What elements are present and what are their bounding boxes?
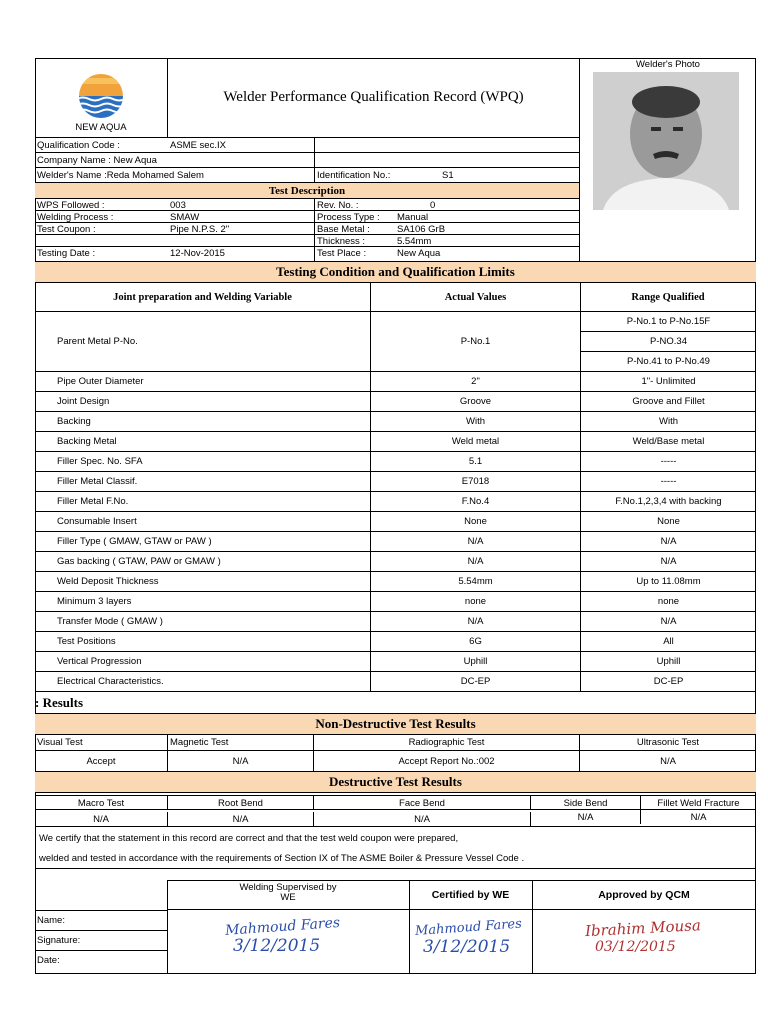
signature-approver: Ibrahim Mousa 03/12/2015 — [584, 916, 702, 955]
place-label: Test Place : — [317, 247, 367, 259]
table-row: Gas backing ( GTAW, PAW or GMAW ) N/A N/A — [35, 552, 756, 572]
signoff-block — [35, 878, 756, 974]
col-range-qualified: Range Qualified — [631, 291, 705, 303]
ndt-values: Accept N/A Accept Report No.:002 N/A — [35, 751, 756, 772]
page-title: Welder Performance Qualification Record (WPQ) — [168, 58, 580, 138]
info-row-welder — [35, 168, 580, 183]
certify-line-2: welded and tested in accordance with the requirements of Section IX of The ASME Boiler & Pressure Vessel Code . — [39, 852, 525, 864]
table-row: Backing With With — [35, 412, 756, 432]
conditions-col-header — [35, 283, 756, 312]
table-row: Filler Type ( GMAW, GTAW or PAW ) N/A N/A — [35, 532, 756, 552]
identification-value: S1 — [442, 169, 454, 181]
welder-photo — [593, 72, 739, 210]
coupon-value: Pipe N.P.S. 2" — [170, 223, 230, 235]
table-row: Pipe Outer Diameter 2" 1"- Unlimited — [35, 372, 756, 392]
date-label: Date: — [37, 954, 60, 966]
certified-by-header: Certified by WE — [431, 889, 510, 901]
logo-text: NEW AQUA — [75, 122, 127, 133]
col-actual-values: Actual Values — [371, 283, 581, 311]
table-row: Minimum 3 layers none none — [35, 592, 756, 612]
name-label: Name: — [37, 914, 65, 926]
parent-metal-label: Parent Metal P-No. — [35, 312, 371, 371]
supervised-by-header: Welding Supervised by WE — [239, 882, 337, 903]
welder-name: Welder's Name :Reda Mohamed Salem — [37, 169, 204, 181]
parent-range-3: P-No.41 to P-No.49 — [627, 356, 710, 367]
approved-by-header: Approved by QCM — [598, 889, 690, 901]
table-row: Backing Metal Weld metal Weld/Base metal — [35, 432, 756, 452]
signature-supervisor: Mahmoud Fares 3/12/2015 — [224, 914, 341, 956]
logo-block — [35, 58, 168, 138]
welder-photo-label: Welder's Photo — [636, 59, 700, 70]
test-description-title: Test Description — [35, 183, 580, 199]
date-value: 12-Nov-2015 — [170, 247, 225, 259]
dt-headers: Macro Test Root Bend Face Bend Side Bend Fillet Weld Fracture — [35, 795, 756, 810]
rev-value: 0 — [430, 199, 436, 211]
table-row: Joint Design Groove Groove and Fillet — [35, 392, 756, 412]
certify-line-1: We certify that the statement in this record are correct and that the test weld coupon were prepared, — [39, 832, 459, 844]
results-title: : Results — [35, 692, 756, 714]
conditions-table — [35, 372, 756, 692]
dt-values: N/A N/A N/A N/A N/A — [35, 810, 756, 827]
test-description-grid — [35, 199, 580, 261]
wps-label: WPS Followed : — [37, 199, 105, 211]
table-row: Weld Deposit Thickness 5.54mm Up to 11.08mm — [35, 572, 756, 592]
table-row: Filler Spec. No. SFA 5.1 ----- — [35, 452, 756, 472]
identification-label: Identification No.: — [317, 169, 391, 181]
base-metal-value: SA106 GrB — [397, 223, 446, 235]
table-row: Filler Metal F.No. F.No.4 F.No.1,2,3,4 with backing — [35, 492, 756, 512]
process-value: SMAW — [170, 211, 200, 223]
conditions-title: Testing Condition and Qualification Limits — [35, 261, 756, 283]
table-row: Electrical Characteristics. DC-EP DC-EP — [35, 672, 756, 692]
date-label: Testing Date : — [37, 247, 96, 259]
parent-metal-row — [35, 312, 756, 372]
signature-label: Signature: — [37, 934, 81, 946]
company-name: Company Name : New Aqua — [37, 154, 157, 166]
info-row-qual — [35, 138, 580, 153]
base-metal-label: Base Metal : — [317, 223, 370, 235]
signature-certifier: Mahmoud Fares 3/12/2015 — [414, 916, 523, 957]
welder-portrait-icon — [593, 72, 739, 210]
process-type-label: Process Type : — [317, 211, 380, 223]
table-row: Filler Metal Classif. E7018 ----- — [35, 472, 756, 492]
thickness-value: 5.54mm — [397, 235, 432, 247]
ndt-title: Non-Destructive Test Results — [35, 714, 756, 735]
parent-range-1: P-No.1 to P-No.15F — [581, 312, 756, 332]
wps-value: 003 — [170, 199, 186, 211]
new-aqua-logo-icon — [77, 72, 125, 120]
dt-title: Destructive Test Results — [35, 772, 756, 793]
process-type-value: Manual — [397, 211, 429, 223]
rev-label: Rev. No. : — [317, 199, 359, 211]
process-label: Welding Process : — [37, 211, 114, 223]
ndt-headers: Visual Test Magnetic Test Radiographic Test Ultrasonic Test — [35, 735, 756, 751]
thickness-label: Thickness : — [317, 235, 366, 247]
table-row: Test Positions 6G All — [35, 632, 756, 652]
coupon-label: Test Coupon : — [37, 223, 96, 235]
place-value: New Aqua — [397, 247, 441, 259]
qual-code-value: ASME sec.IX — [170, 139, 226, 151]
qual-code-label: Qualification Code : — [37, 139, 120, 151]
table-row: Vertical Progression Uphill Uphill — [35, 652, 756, 672]
info-row-company — [35, 153, 580, 168]
table-row: Consumable Insert None None — [35, 512, 756, 532]
parent-metal-actual: P-No.1 — [371, 312, 581, 371]
table-row: Transfer Mode ( GMAW ) N/A N/A — [35, 612, 756, 632]
parent-range-2: P-NO.34 — [581, 332, 756, 352]
col-joint-prep: Joint preparation and Welding Variable — [35, 283, 371, 311]
